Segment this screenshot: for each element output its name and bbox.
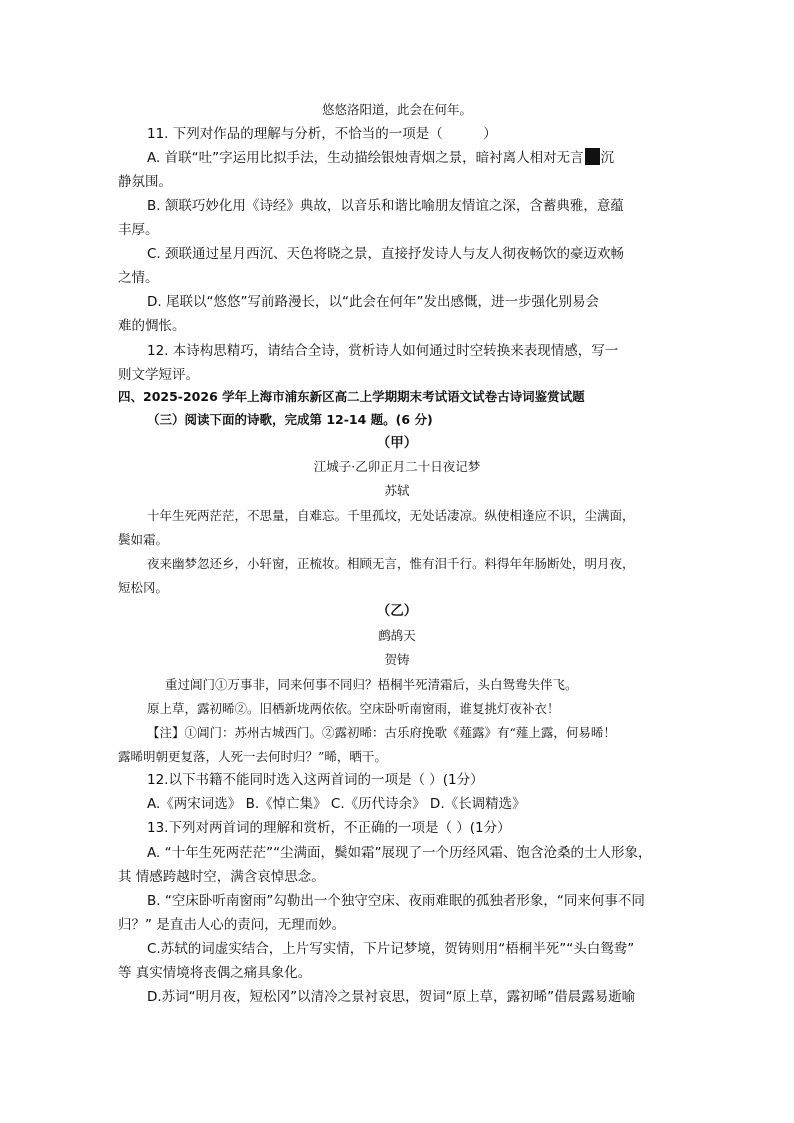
question-11-option-d-cont: 难的惆怅。 — [118, 318, 186, 334]
question-13-option-a-cont: 其 情感跨越时空，满含哀悼思念。 — [118, 869, 325, 885]
question-13-option-b-cont: 归？” 是直击人心的责问，无理而妙。 — [118, 917, 346, 933]
question-11-stem: 11. 下列对作品的理解与分析，不恰当的一项是（ ） — [147, 126, 497, 142]
question-11-option-a — [147, 148, 614, 168]
question-11-option-b: B. 颔联巧妙化用《诗经》典故，以音乐和谐比喻朋友情谊之深，含蓄典雅，意蕴 — [147, 198, 624, 214]
poem-a-line-3: 夜来幽梦忽还乡，小轩窗，正梳妆。相顾无言，惟有泪千行。料得年年肠断处，明月夜， — [147, 556, 635, 571]
question-13-option-a: A. “十年生死两茫茫”“尘满面，鬓如霜”展现了一个历经风霜、饱含沧桑的士人形象， — [147, 845, 652, 861]
poem-last-line: 悠悠洛阳道，此会在何年。 — [321, 102, 472, 117]
poem-b-author: 贺铸 — [384, 652, 410, 667]
poem-a-line-1: 十年生死两茫茫，不思量，自难忘。千里孤坟，无处话凄凉。纵使相逢应不识，尘满面， — [147, 508, 635, 523]
question-12b-stem: 12.以下书籍不能同时选入这两首词的一项是（ ）(1分） — [147, 772, 484, 788]
question-13-option-d: D.苏词“明月夜，短松冈”以清冷之景衬哀思，贺词“原上草，露初晞”借晨露易逝喻 — [147, 989, 636, 1005]
option-a-text-end: 沉 — [600, 150, 615, 166]
poem-b-line-1: 重过阊门①万事非，同来何事不同归？梧桐半死清霜后，头白鸳鸯失伴飞。 — [165, 677, 578, 692]
poem-b-line-2: 原上草，露初晞②。旧栖新垅两依依。空床卧听南窗雨，谁复挑灯夜补衣！ — [147, 701, 560, 716]
question-11-option-a-cont: 静氛围。 — [118, 174, 172, 190]
question-11-option-b-cont: 丰厚。 — [118, 222, 159, 238]
question-13-option-c: C.苏轼的词虚实结合，上片写实情，下片记梦境，贺铸则用“梧桐半死”“头白鸳鸯” — [147, 941, 635, 957]
question-13-stem: 13.下列对两首词的理解和赏析，不正确的一项是（ ）(1分） — [147, 820, 511, 836]
section-heading: 四、2025-2026 学年上海市浦东新区高二上学期期末考试语文试卷古诗词鉴赏试题 — [118, 389, 585, 404]
poem-b-marker: （乙） — [376, 603, 418, 619]
poem-b-note-2: 露晞明朝更复落，人死一去何时归？”晞，晒干。 — [118, 749, 387, 764]
question-11-option-c-cont: 之情。 — [118, 270, 159, 286]
question-11-option-d: D. 尾联以“悠悠”写前路漫长，以“此会在何年”发出感慨，进一步强化别易会 — [147, 294, 599, 310]
question-12-stem-cont: 则文学短评。 — [118, 367, 199, 383]
poem-b-title: 鹧鸪天 — [378, 628, 416, 643]
question-11-option-c: C. 颈联通过星月西沉、天色将晓之景，直接抒发诗人与友人彻夜畅饮的豪迈欢畅 — [147, 246, 625, 262]
question-12b-options: A.《两宋词选》 B.《悼亡集》 C.《历代诗余》 D.《长调精选》 — [147, 796, 526, 812]
option-a-text: A. 首联“吐”字运用比拟手法，生动描绘银烛青烟之景，暗衬离人相对无言 — [147, 150, 584, 166]
poem-a-title: 江城子·乙卯正月二十日夜记梦 — [313, 459, 481, 474]
poem-a-marker: （甲） — [376, 435, 418, 451]
redaction-block — [585, 148, 600, 165]
question-13-option-b: B. “空床卧听南窗雨”勾勒出一个独守空床、夜雨难眠的孤独者形象，“同来何事不同 — [147, 893, 645, 909]
poem-a-line-2: 鬓如霜。 — [118, 532, 169, 547]
poem-a-line-4: 短松冈。 — [118, 580, 169, 595]
question-12-stem: 12. 本诗构思精巧，请结合全诗，赏析诗人如何通过时空转换来表现情感，写一 — [147, 343, 619, 359]
poem-b-note-1: 【注】①阊门：苏州古城西门。②露初晞：古乐府挽歌《薤露》有“薤上露，何易晞！ — [147, 725, 616, 740]
poem-a-author: 苏轼 — [384, 483, 410, 498]
question-13-option-c-cont: 等 真实情境将丧偶之痛具象化。 — [118, 965, 312, 981]
section-instruction: （三）阅读下面的诗歌，完成第 12-14 题。(6 分) — [147, 412, 433, 427]
